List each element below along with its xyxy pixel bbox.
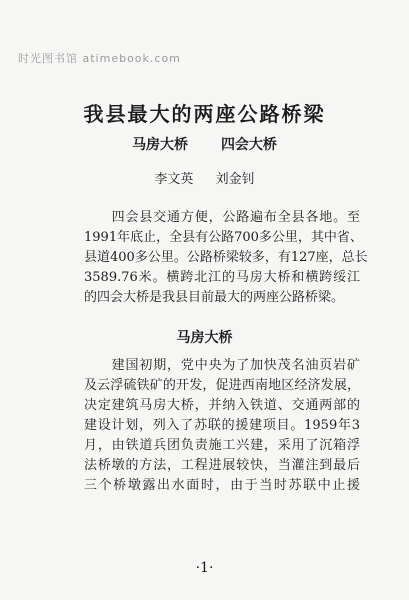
author-name: 刘金钊 — [215, 172, 255, 187]
article-subtitle — [0, 134, 409, 154]
author-name: 李文英 — [154, 172, 194, 187]
author-line — [0, 168, 409, 187]
text-line: 决定建筑马房大桥，并纳入铁道、交通两部的 — [84, 398, 360, 413]
page-number: ·1· — [195, 560, 214, 576]
subtitle-bridge-1: 马房大桥 — [132, 137, 189, 153]
section-heading: 马房大桥 — [176, 330, 233, 346]
text-line: 建国初期，党中央为了加快茂名油页岩矿 — [84, 358, 360, 373]
text-line: 县道400多公里。公路桥梁较多，有127座，总长 — [84, 250, 368, 265]
subtitle-bridge-2: 四会大桥 — [220, 137, 277, 153]
text-line: 建设计划，列入了苏联的援建项目。1959年3 — [84, 418, 360, 433]
text-line: 月，由铁道兵团负责施工兴建，采用了沉箱浮 — [84, 438, 360, 453]
text-line: 法桥墩的方法，工程进展较快，当灌注到最后 — [84, 458, 360, 473]
text-line: 1991年底止，全县有公路700多公里，其中省、 — [84, 230, 363, 245]
text-line: 的四会大桥是我县目前最大的两座公路桥梁。 — [84, 290, 345, 305]
body-paragraph — [84, 356, 360, 496]
text-line: 四会县交通方便，公路遍布全县各地。至 — [84, 210, 360, 225]
text-line: 三个桥墩露出水面时，由于当时苏联中止援 — [84, 478, 360, 493]
watermark-text: 时光图书馆 atimebook.com — [18, 52, 181, 65]
intro-paragraph — [84, 208, 368, 308]
text-line: 3589.76米。横跨北江的马房大桥和横跨绥江 — [84, 270, 360, 285]
article-title: 我县最大的两座公路桥梁 — [83, 102, 326, 126]
text-line: 及云浮硫铁矿的开发，促进西南地区经济发展， — [84, 378, 360, 393]
